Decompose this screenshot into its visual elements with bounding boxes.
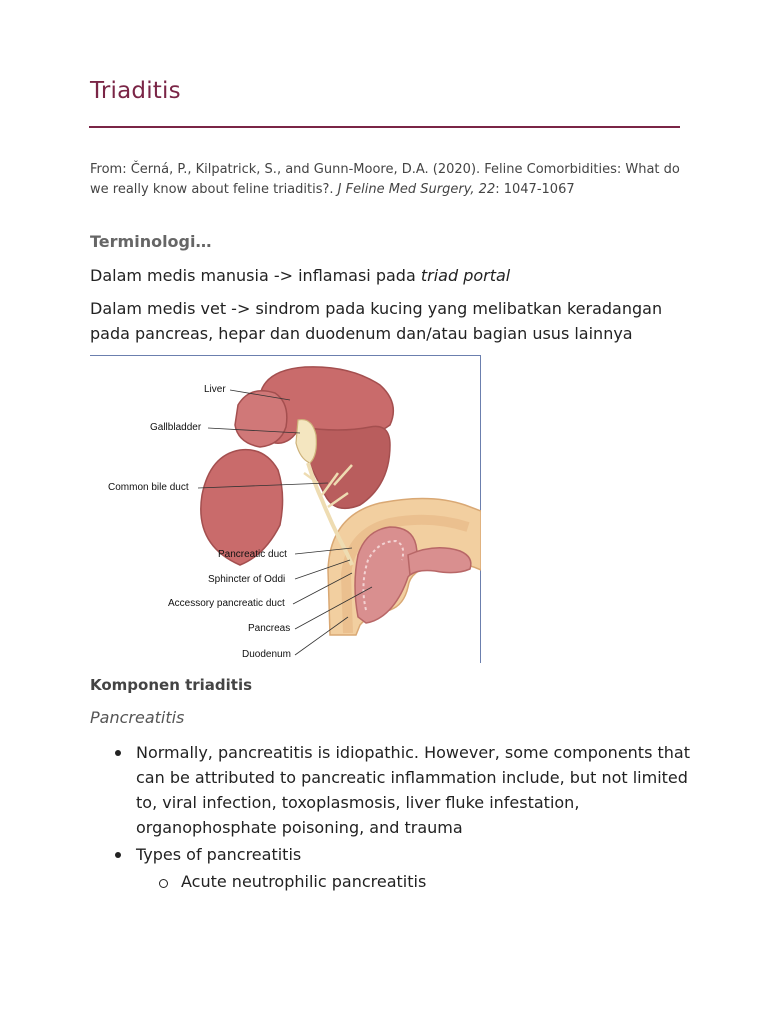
pancreatitis-heading: Pancreatitis [90, 708, 185, 727]
bullet-icon [115, 852, 121, 858]
list-item [90, 842, 690, 867]
anatomy-illustration [90, 355, 481, 663]
sub-list-item [90, 869, 690, 894]
bullet-list [90, 740, 690, 894]
liver-small-lobe [235, 391, 287, 447]
citation-pages: : 1047-1067 [495, 182, 575, 197]
paragraph-emphasis: triad portal [420, 266, 511, 285]
citation-text: From: Černá, P., Kilpatrick, S., and Gunn-Moore, D.A. (2020). Feline Comorbidities: What do we really know about feline triaditis?. [90, 162, 680, 197]
label-duodenum: Duodenum [242, 649, 291, 660]
label-sphincter-of-oddi: Sphincter of Oddi [208, 574, 286, 585]
label-gallbladder: Gallbladder [150, 422, 202, 433]
bullet-icon [115, 750, 121, 756]
label-liver: Liver [204, 384, 226, 395]
komponen-heading: Komponen triaditis [90, 676, 253, 694]
list-item-text: Normally, pancreatitis is idiopathic. However, some components that can be attributed to pancreatic inflammation include, but not limited to, viral infection, toxoplasmosis, liver fluke infestation, organophosphate poisoning, and trauma [136, 743, 690, 837]
gallbladder-shape [296, 420, 316, 463]
title-divider [89, 126, 680, 128]
citation-journal: J Feline Med Surgery, 22 [337, 182, 496, 197]
sub-list-item-text: Acute neutrophilic pancreatitis [181, 872, 427, 891]
paragraph-text: Dalam medis manusia -> inflamasi pada [90, 266, 421, 285]
paragraph-human-medicine [90, 263, 690, 288]
page-title: Triaditis [90, 78, 181, 104]
circle-bullet-icon [159, 879, 168, 888]
label-common-bile-duct: Common bile duct [108, 482, 189, 493]
source-citation [90, 160, 690, 200]
terminology-heading: Terminologi… [90, 232, 212, 251]
pancreas-shape [355, 527, 417, 623]
label-accessory-pancreatic-duct: Accessory pancreatic duct [168, 598, 285, 609]
anatomy-figure [90, 355, 481, 663]
label-pancreatic-duct: Pancreatic duct [218, 549, 287, 560]
liver-left-lobe [201, 450, 283, 565]
label-pancreas: Pancreas [248, 623, 291, 634]
list-item [90, 740, 690, 840]
paragraph-vet-medicine: Dalam medis vet -> sindrom pada kucing yang melibatkan keradangan pada pancreas, hepar dan duodenum dan/atau bagian usus lainnya [90, 299, 663, 343]
pancreas-tail [408, 548, 471, 575]
list-item-text: Types of pancreatitis [136, 845, 302, 864]
